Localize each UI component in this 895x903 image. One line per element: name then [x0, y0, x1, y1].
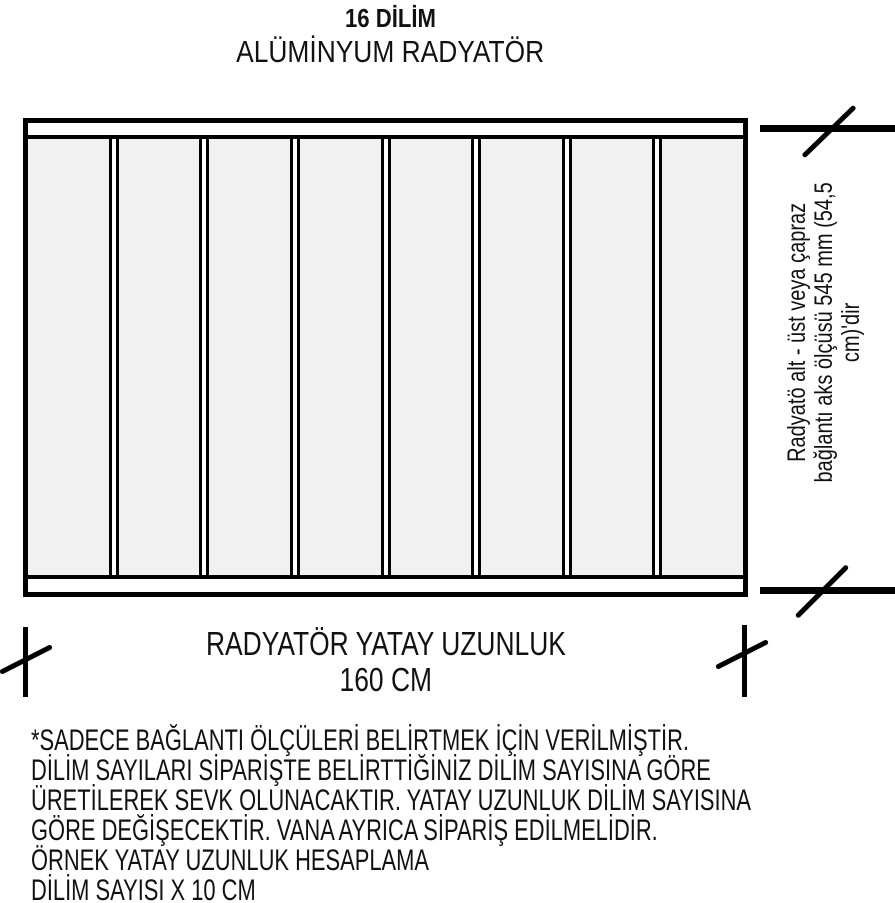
footnote-line: DİLİM SAYISI X 10 CM — [31, 874, 256, 903]
axis-distance-note-line1: Radyatö alt - üst veya çapraz — [783, 202, 811, 462]
radiator-sections — [28, 139, 743, 575]
footnote-line: ÜRETİLEREK SEVK OLUNACAKTIR. YATAY UZUNLUK DİLİM SAYISINA — [31, 784, 752, 817]
axis-distance-note-line2: bağlantı aks ölçüsü 545 mm (54,5 — [810, 182, 838, 483]
axis-distance-note-line3: cm)'dir — [837, 302, 865, 363]
radiator-section — [297, 139, 384, 575]
footnote-line: *SADECE BAĞLANTI ÖLÇÜLERİ BELİRTMEK İÇİN VERİLMİŞTİR. — [31, 724, 689, 757]
horizontal-length-caption-text: RADYATÖR YATAY UZUNLUK — [205, 625, 566, 662]
radiator-section — [28, 139, 112, 575]
radiator-section — [569, 139, 656, 575]
radiator-section — [206, 139, 293, 575]
footnote-paragraph — [31, 726, 751, 903]
axis-distance-note — [784, 180, 866, 520]
title-product-name — [28, 35, 753, 69]
title-section-count — [28, 2, 753, 35]
horizontal-length-caption — [23, 626, 748, 662]
horizontal-length-value-text: 160 CM — [339, 661, 432, 698]
page-title — [28, 2, 753, 69]
footnote-line: GÖRE DEĞİŞECEKTİR. VANA AYRICA SİPARİŞ EDİLMELİDİR. — [31, 814, 658, 847]
footnote-line: DİLİM SAYILARI SİPARİŞTE BELİRTTİĞİNİZ DİLİM SAYISINA GÖRE — [31, 754, 711, 787]
horizontal-length-value — [23, 662, 748, 698]
radiator-top-manifold — [28, 123, 743, 139]
radiator-section — [388, 139, 475, 575]
radiator-bottom-manifold — [28, 575, 743, 592]
horizontal-length-label — [23, 626, 748, 698]
radiator-section — [478, 139, 565, 575]
radiator-section — [659, 139, 743, 575]
footnote-line: ÖRNEK YATAY UZUNLUK HESAPLAMA — [31, 844, 429, 877]
title-product-name-text: ALÜMİNYUM RADYATÖR — [236, 34, 545, 69]
radiator-section — [116, 139, 203, 575]
radiator-drawing — [23, 118, 748, 597]
axis-distance-note-text — [784, 182, 865, 482]
title-section-count-text: 16 DİLİM — [345, 3, 436, 33]
